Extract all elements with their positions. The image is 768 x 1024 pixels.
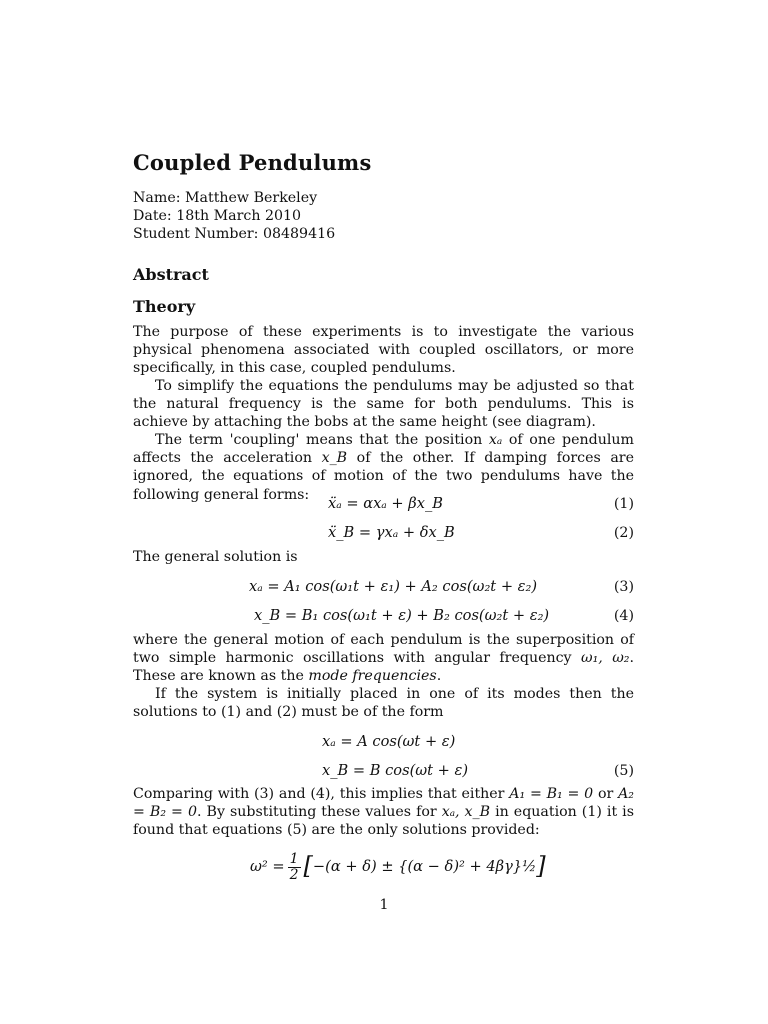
report-date: Date: 18th March 2010 xyxy=(133,208,302,224)
paragraph-coupling: The term 'coupling' means that the position xₐ of one pendulum affects the acceleration x_B of the other. If damping forces are ignored, the equations of motion of the two pendulums have the following general forms: xyxy=(133,432,634,503)
theory-heading: Theory xyxy=(133,297,196,316)
equation-number-4: (4) xyxy=(613,608,634,624)
equation-number-1: (1) xyxy=(613,496,634,512)
right-bracket: ] xyxy=(536,852,546,881)
paragraph-initial-mode: If the system is initially placed in one of its modes then the solutions to (1) and (2) must be of the form xyxy=(133,686,634,721)
math-xA-xB: xₐ, x_B xyxy=(441,804,491,821)
equation-5a: xₐ = A cos(ωt + ε) xyxy=(322,733,456,750)
math-omegas: ω₁, ω₂ xyxy=(581,650,630,667)
equation-omega-squared: ω² = $\frac{1}{2}$ [−(α + δ) ± {(α − δ)² + 4βγ}½] xyxy=(250,851,546,883)
term-mode-frequencies: mode frequencies xyxy=(308,668,437,685)
equation-1: ẍₐ = αxₐ + βx_B xyxy=(328,495,443,512)
page-number: 1 xyxy=(379,897,389,913)
equation-5b: x_B = B cos(ωt + ε) xyxy=(322,762,469,779)
math-condition-2: A₂ = B₂ = 0 xyxy=(133,786,634,821)
student-number: Student Number: 08489416 xyxy=(133,226,336,242)
paragraph-comparing: Comparing with (3) and (4), this implies that either A₁ = B₁ = 0 or A₂ = B₂ = 0. By substituting these values for xₐ, x_B in equation (1) it is found that equations (5) are the only solutions provided: xyxy=(133,786,634,839)
paper-title: Coupled Pendulums xyxy=(133,150,372,175)
left-bracket: [ xyxy=(303,852,313,881)
paragraph-simplify: To simplify the equations the pendulums may be adjusted so that the natural frequency is the same for both pendulums. This is achieve by attaching the bobs at the same height (see diagram). xyxy=(133,378,634,431)
author-name: Name: Matthew Berkeley xyxy=(133,190,318,206)
equation-number-2: (2) xyxy=(613,525,634,541)
equation-3: xₐ = A₁ cos(ω₁t + ε₁) + A₂ cos(ω₂t + ε₂) xyxy=(249,578,538,595)
general-solution-text: The general solution is xyxy=(133,549,298,565)
math-condition-1: A₁ = B₁ = 0 xyxy=(509,786,594,802)
equation-number-3: (3) xyxy=(613,579,634,595)
abstract-heading: Abstract xyxy=(133,265,209,284)
math-xB: x_B xyxy=(321,450,348,467)
fraction-one-half: $\frac{1}{2}$ xyxy=(289,851,299,883)
equation-4: x_B = B₁ cos(ω₁t + ε) + B₂ cos(ω₂t + ε₂) xyxy=(254,607,550,624)
math-xA: xₐ xyxy=(488,432,503,448)
paragraph-mode-frequencies: where the general motion of each pendulum is the superposition of two simple harmonic oscillations with angular frequency ω₁, ω₂. These are known as the mode frequencies. xyxy=(133,632,634,685)
equation-number-5: (5) xyxy=(613,763,634,779)
paragraph-purpose: The purpose of these experiments is to investigate the various physical phenomena associated with coupled oscillators, or more specifically, in this case, coupled pendulums. xyxy=(133,324,634,377)
equation-2: ẍ_B = γxₐ + δx_B xyxy=(328,524,455,541)
